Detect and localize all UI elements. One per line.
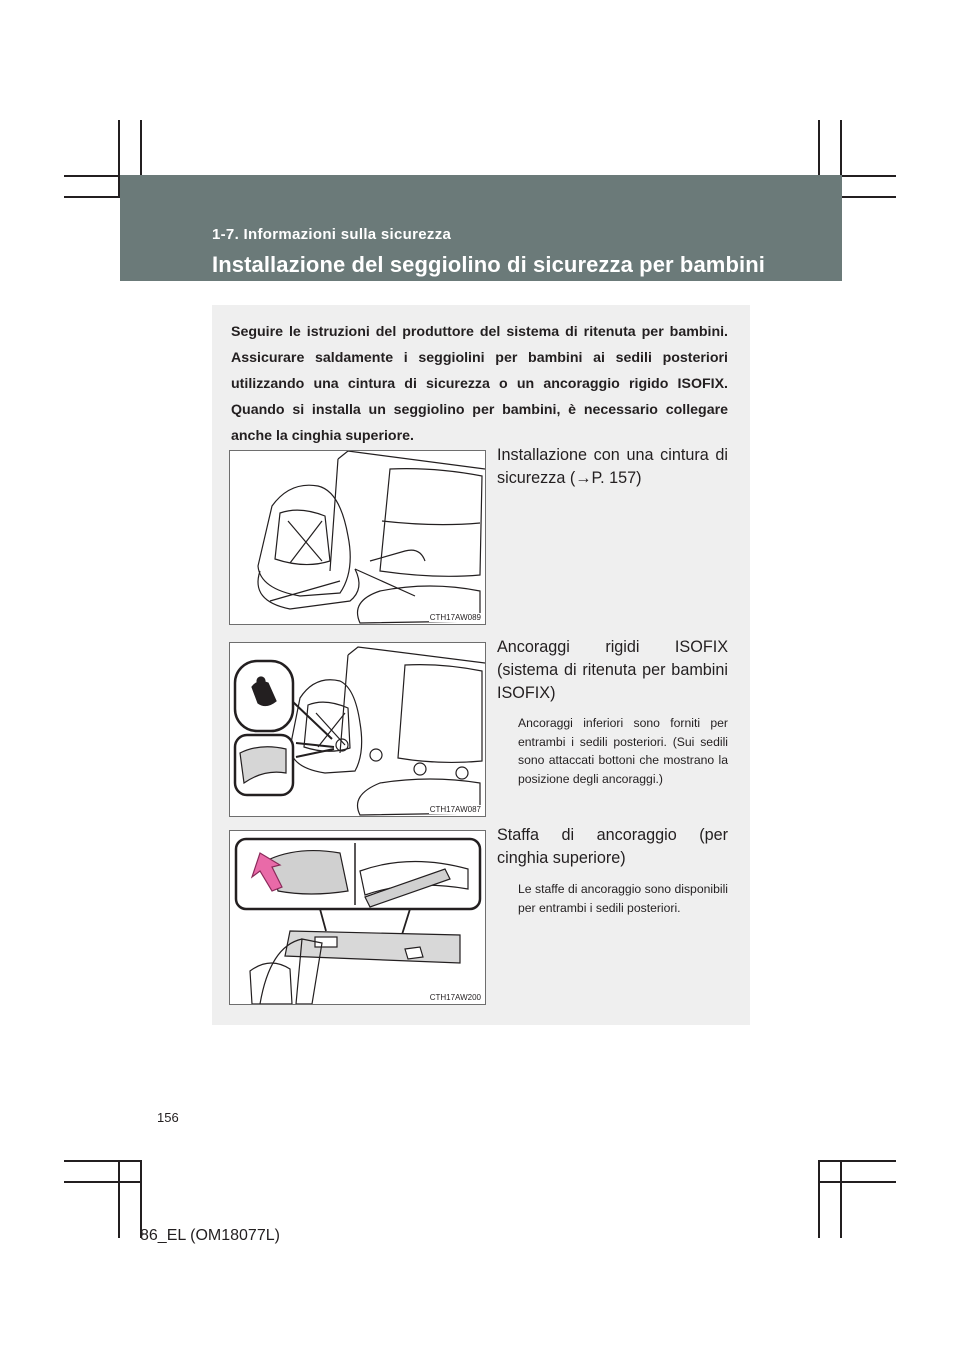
figure-seat-belt xyxy=(229,450,486,625)
crop-mark xyxy=(818,1160,896,1162)
figure-code: CTH17AW200 xyxy=(429,993,481,1002)
child-seat-belt-illustration xyxy=(230,451,485,624)
figure-tether-bracket xyxy=(229,830,486,1005)
item-title-tether-bracket: Staffa di ancoraggio (per cinghia superiore) xyxy=(497,826,728,867)
item-title-seat-belt: Installazione con una cintura di sicurezza (→P. 157) xyxy=(497,446,728,487)
crop-mark xyxy=(64,1160,142,1162)
item-title-isofix: Ancoraggi rigidi ISOFIX (sistema di ritenuta per bambini ISOFIX) xyxy=(497,638,728,702)
item-description-isofix: Ancoraggi inferiori sono forniti per entrambi i sedili posteriori. (Sui sedili sono attaccati bottoni che mostrano la posizione degli ancoraggi.) xyxy=(518,716,728,786)
figure-code: CTH17AW089 xyxy=(429,613,481,622)
item-description-tether-bracket: Le staffe di ancoraggio sono disponibili per entrambi i sedili posteriori. xyxy=(518,882,728,915)
document-code: 86_EL (OM18077L) xyxy=(140,1227,280,1244)
page-number: 156 xyxy=(157,1110,179,1125)
figure-isofix xyxy=(229,642,486,817)
figure-code: CTH17AW087 xyxy=(429,805,481,814)
crop-mark xyxy=(64,1181,142,1183)
crop-mark xyxy=(818,1181,896,1183)
isofix-anchor-illustration xyxy=(230,643,485,816)
section-label: 1-7. Informazioni sulla sicurezza xyxy=(212,226,452,243)
page-title: Installazione del seggiolino di sicurezza per bambini xyxy=(212,252,765,277)
tether-bracket-illustration xyxy=(230,831,485,1004)
intro-paragraph: Seguire le istruzioni del produttore del sistema di ritenuta per bambini. Assicurare saldamente i seggiolini per bambini ai sedili posteriori utilizzando una cintura di sicurezza o un ancoraggio rigido ISOFIX. Quando si installa un seggiolino per bambini, è necessario collegare anche la cinghia superiore. xyxy=(231,324,728,444)
crop-mark xyxy=(818,1160,820,1238)
crop-mark xyxy=(840,1160,842,1238)
crop-mark xyxy=(118,1160,120,1238)
